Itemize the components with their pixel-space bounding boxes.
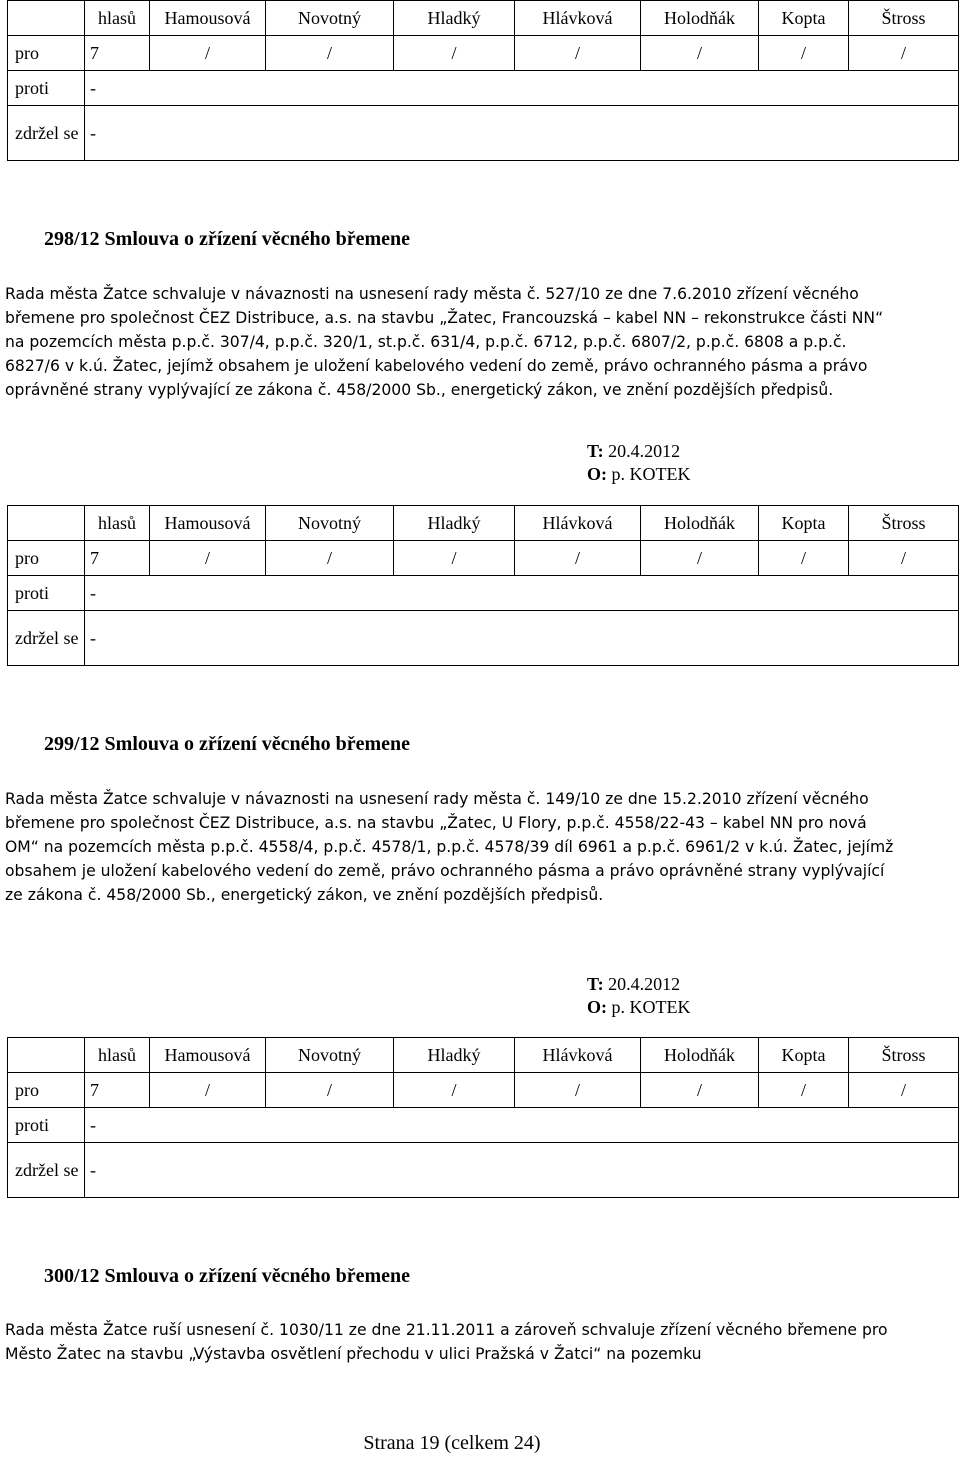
vote-header-cell: Hlávková bbox=[515, 1038, 641, 1073]
resolution-text: Rada města Žatce schvaluje v návaznosti na usnesení rady města č. 527/10 ze dne 7.6.2010 zřízení věcného břemene pro společnost ČEZ Distribuce, a.s. na stavbu „Žatec, Francouzská – kabel NN – rekonstrukce části NN“ na pozemcích města p.p.č. 307/4, p.p.č. 320/1, st.p.č. 631/4, p.p.č. 6712, p.p.č. 6807/2, p.p.č. 6808 a p.p.č. 6827/6 v k.ú. Žatec, jejímž obsahem je uložení kabelového vedení do země, právo ochranného pásma a právo oprávněné strany vyplývající ze zákona č. 458/2000 Sb., energetický zákon, ve znění pozdějších předpisů. bbox=[5, 285, 884, 399]
vote-label-proti: proti bbox=[8, 71, 85, 106]
vote-cell: / bbox=[641, 36, 759, 71]
vote-header-cell: hlasů bbox=[85, 1, 150, 36]
vote-header-cell: Hladký bbox=[394, 506, 515, 541]
resolution-due bbox=[587, 440, 691, 486]
vote-cell: / bbox=[515, 541, 641, 576]
vote-cell: / bbox=[515, 36, 641, 71]
vote-cell: - bbox=[85, 611, 959, 666]
vote-cell: 7 bbox=[85, 541, 150, 576]
vote-label-pro: pro bbox=[8, 541, 85, 576]
vote-header-cell: Štross bbox=[849, 506, 959, 541]
vote-header-cell: Hlávková bbox=[515, 1, 641, 36]
vote-header-empty bbox=[8, 506, 85, 541]
term-label: T: bbox=[587, 974, 604, 994]
vote-cell: / bbox=[759, 36, 849, 71]
term-date: 20.4.2012 bbox=[608, 974, 681, 994]
vote-cell: / bbox=[394, 1073, 515, 1108]
vote-cell: 7 bbox=[85, 1073, 150, 1108]
vote-label-proti: proti bbox=[8, 1108, 85, 1143]
owner-name: p. KOTEK bbox=[611, 997, 691, 1017]
vote-cell: / bbox=[394, 36, 515, 71]
vote-label-proti: proti bbox=[8, 576, 85, 611]
vote-header-cell: hlasů bbox=[85, 1038, 150, 1073]
vote-cell: / bbox=[759, 1073, 849, 1108]
resolution-text: Rada města Žatce ruší usnesení č. 1030/11 ze dne 21.11.2011 a zároveň schvaluje zřízení věcného břemene pro Město Žatec na stavbu „Výstavba osvětlení přechodu v ulici Pražská v Žatci“ na pozemku bbox=[5, 1321, 888, 1363]
vote-cell: / bbox=[849, 541, 959, 576]
vote-table bbox=[7, 1037, 959, 1198]
vote-cell: - bbox=[85, 71, 959, 106]
vote-header-cell: Kopta bbox=[759, 506, 849, 541]
resolution-text: Rada města Žatce schvaluje v návaznosti na usnesení rady města č. 149/10 ze dne 15.2.2010 zřízení věcného břemene pro společnost ČEZ Distribuce, a.s. na stavbu „Žatec, U Flory, p.p.č. 4558/22-43 – kabel NN pro nová OM“ na pozemcích města p.p.č. 4558/4, p.p.č. 4578/1, p.p.č. 4578/39 díl 6961 a p.p.č. 6961/2 v k.ú. Žatec, jejímž obsahem je uložení kabelového vedení do země, právo ochranného pásma a právo oprávněné strany vyplývající ze zákona č. 458/2000 Sb., energetický zákon, ve znění pozdějších předpisů. bbox=[5, 790, 894, 904]
vote-cell: / bbox=[759, 541, 849, 576]
vote-header-cell: Novotný bbox=[266, 1, 394, 36]
resolution-due bbox=[587, 973, 691, 1019]
page-footer: Strana 19 (celkem 24) bbox=[363, 1432, 541, 1454]
vote-header-cell: Hamousová bbox=[150, 506, 266, 541]
vote-cell: - bbox=[85, 1143, 959, 1198]
vote-cell: / bbox=[266, 1073, 394, 1108]
vote-cell: / bbox=[394, 541, 515, 576]
vote-cell: / bbox=[849, 36, 959, 71]
vote-header-cell: Hamousová bbox=[150, 1038, 266, 1073]
vote-cell: 7 bbox=[85, 36, 150, 71]
vote-label-zdrzel: zdržel se bbox=[8, 611, 85, 666]
vote-cell: / bbox=[150, 36, 266, 71]
resolution-title: 299/12 Smlouva o zřízení věcného břemene bbox=[44, 733, 411, 755]
vote-cell: / bbox=[150, 1073, 266, 1108]
vote-header-cell: Holodňák bbox=[641, 1038, 759, 1073]
vote-header-cell: Štross bbox=[849, 1038, 959, 1073]
owner-name: p. KOTEK bbox=[611, 464, 691, 484]
vote-header-cell: Novotný bbox=[266, 506, 394, 541]
vote-label-pro: pro bbox=[8, 36, 85, 71]
vote-cell: - bbox=[85, 1108, 959, 1143]
vote-header-cell: hlasů bbox=[85, 506, 150, 541]
vote-header-empty bbox=[8, 1038, 85, 1073]
vote-header-empty bbox=[8, 1, 85, 36]
owner-label: O: bbox=[587, 997, 607, 1017]
vote-cell: / bbox=[641, 541, 759, 576]
vote-cell: / bbox=[266, 541, 394, 576]
vote-label-zdrzel: zdržel se bbox=[8, 106, 85, 161]
term-label: T: bbox=[587, 441, 604, 461]
resolution-title: 300/12 Smlouva o zřízení věcného břemene bbox=[44, 1265, 411, 1287]
vote-header-cell: Kopta bbox=[759, 1, 849, 36]
vote-cell: / bbox=[266, 36, 394, 71]
owner-label: O: bbox=[587, 464, 607, 484]
vote-table bbox=[7, 0, 959, 161]
vote-header-cell: Holodňák bbox=[641, 1, 759, 36]
vote-header-cell: Holodňák bbox=[641, 506, 759, 541]
vote-header-cell: Štross bbox=[849, 1, 959, 36]
term-date: 20.4.2012 bbox=[608, 441, 681, 461]
vote-header-cell: Novotný bbox=[266, 1038, 394, 1073]
vote-cell: / bbox=[515, 1073, 641, 1108]
vote-cell: / bbox=[641, 1073, 759, 1108]
vote-cell: / bbox=[849, 1073, 959, 1108]
vote-header-cell: Hladký bbox=[394, 1, 515, 36]
vote-header-cell: Hlávková bbox=[515, 506, 641, 541]
vote-label-pro: pro bbox=[8, 1073, 85, 1108]
vote-cell: - bbox=[85, 106, 959, 161]
vote-header-cell: Hamousová bbox=[150, 1, 266, 36]
resolution-title: 298/12 Smlouva o zřízení věcného břemene bbox=[44, 228, 411, 250]
vote-cell: - bbox=[85, 576, 959, 611]
vote-header-cell: Hladký bbox=[394, 1038, 515, 1073]
vote-header-cell: Kopta bbox=[759, 1038, 849, 1073]
vote-table bbox=[7, 505, 959, 666]
vote-label-zdrzel: zdržel se bbox=[8, 1143, 85, 1198]
vote-cell: / bbox=[150, 541, 266, 576]
